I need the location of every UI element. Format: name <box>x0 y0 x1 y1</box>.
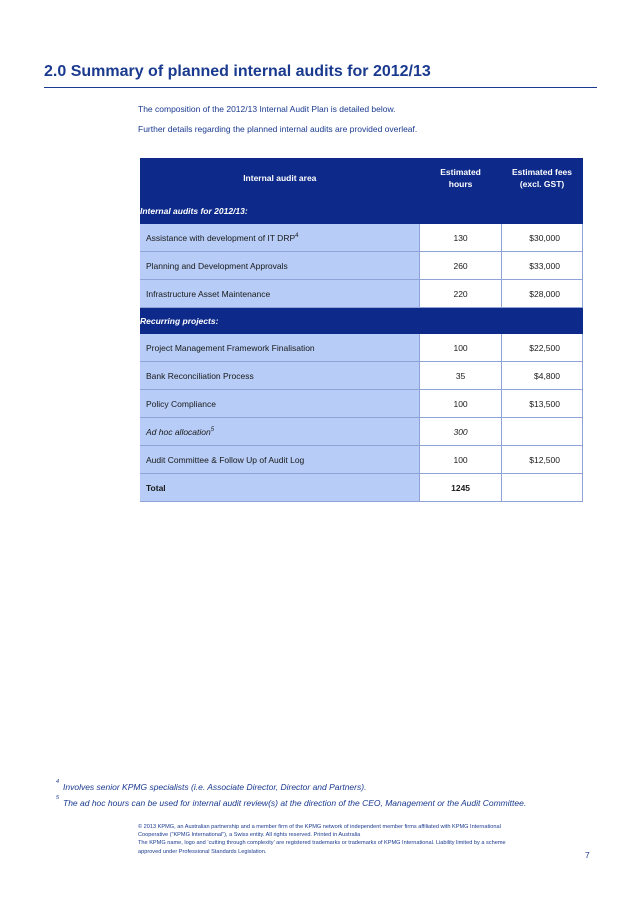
row-hours: 130 <box>420 224 502 252</box>
title-divider <box>44 87 597 88</box>
row-hours: 100 <box>420 334 502 362</box>
row-fees: $12,500 <box>502 446 583 474</box>
legal-line: The KPMG name, logo and ‘cutting through complexity’ are registered trademarks or trademarks of KPMG International. Liability limited by a scheme <box>138 840 506 847</box>
table-row <box>140 334 583 362</box>
table-row <box>140 446 583 474</box>
total-row <box>140 474 583 502</box>
header-hours-line1: Estimated <box>440 167 481 177</box>
row-area-text: Ad hoc allocation <box>146 426 211 437</box>
table-row <box>140 362 583 390</box>
row-hours: 260 <box>420 252 502 280</box>
row-fees: $33,000 <box>502 252 583 280</box>
header-area: Internal audit area <box>140 158 420 198</box>
total-label: Total <box>140 474 420 502</box>
page-number: 7 <box>585 850 590 860</box>
section-label: Recurring projects: <box>140 308 583 335</box>
row-hours: 300 <box>420 418 502 446</box>
row-hours: 100 <box>420 446 502 474</box>
footnote-mark: 4 <box>56 779 60 785</box>
row-fees: $30,000 <box>502 224 583 252</box>
header-hours <box>420 158 502 198</box>
footnote-ref: 5 <box>210 426 215 433</box>
header-fees <box>502 158 583 198</box>
footnote-mark: 5 <box>56 795 60 801</box>
row-fees: $13,500 <box>502 390 583 418</box>
section-row-internal-audits <box>140 198 583 224</box>
row-area <box>140 224 420 252</box>
table-header-row <box>140 158 583 198</box>
footnote-5 <box>56 795 527 808</box>
table-row <box>140 224 583 252</box>
audit-plan-table <box>140 158 583 502</box>
footnote-ref: 4 <box>295 232 299 239</box>
legal-line: approved under Professional Standards Legislation. <box>138 848 267 855</box>
table-row <box>140 252 583 280</box>
row-hours: 220 <box>420 280 502 308</box>
total-hours: 1245 <box>420 474 502 502</box>
row-area: Project Management Framework Finalisation <box>140 334 420 362</box>
intro-line-1: The composition of the 2012/13 Internal Audit Plan is detailed below. <box>138 104 396 114</box>
row-fees: $22,500 <box>502 334 583 362</box>
table-row <box>140 280 583 308</box>
row-fees <box>502 418 583 446</box>
row-area: Audit Committee & Follow Up of Audit Log <box>140 446 420 474</box>
row-area: Bank Reconciliation Process <box>140 362 420 390</box>
section-label: Internal audits for 2012/13: <box>140 198 583 224</box>
row-fees: $28,000 <box>502 280 583 308</box>
table-row <box>140 418 583 446</box>
page-title: 2.0 Summary of planned internal audits for 2012/13 <box>44 63 431 80</box>
intro-line-2: Further details regarding the planned internal audits are provided overleaf. <box>138 124 418 134</box>
row-area: Planning and Development Approvals <box>140 252 420 280</box>
header-fees-line1: Estimated fees <box>512 167 573 177</box>
header-fees-line2: (excl. GST) <box>519 179 565 189</box>
table-row <box>140 390 583 418</box>
row-hours: 35 <box>420 362 502 390</box>
footnote-4 <box>56 779 367 792</box>
row-area-text: Assistance with development of IT DRP <box>146 232 296 243</box>
legal-line: © 2013 KPMG, an Australian partnership and a member firm of the KPMG network of independent member firms affiliated with KPMG International <box>138 824 501 830</box>
row-area: Infrastructure Asset Maintenance <box>140 280 420 308</box>
row-area: Policy Compliance <box>140 390 420 418</box>
header-hours-line2: hours <box>448 179 473 189</box>
legal-notice <box>138 823 568 856</box>
row-hours: 100 <box>420 390 502 418</box>
row-fees: $4,800 <box>502 362 583 390</box>
footnote-text: The ad hoc hours can be used for internal audit review(s) at the direction of the CEO, Management or the Audit Committee. <box>63 798 527 808</box>
legal-line: Cooperative (“KPMG International”), a Swiss entity. All rights reserved. Printed in Australia <box>138 832 361 839</box>
total-fees <box>502 474 583 502</box>
row-area <box>140 418 420 446</box>
section-row-recurring <box>140 308 583 335</box>
footnote-text: Involves senior KPMG specialists (i.e. Associate Director, Director and Partners). <box>63 782 367 792</box>
